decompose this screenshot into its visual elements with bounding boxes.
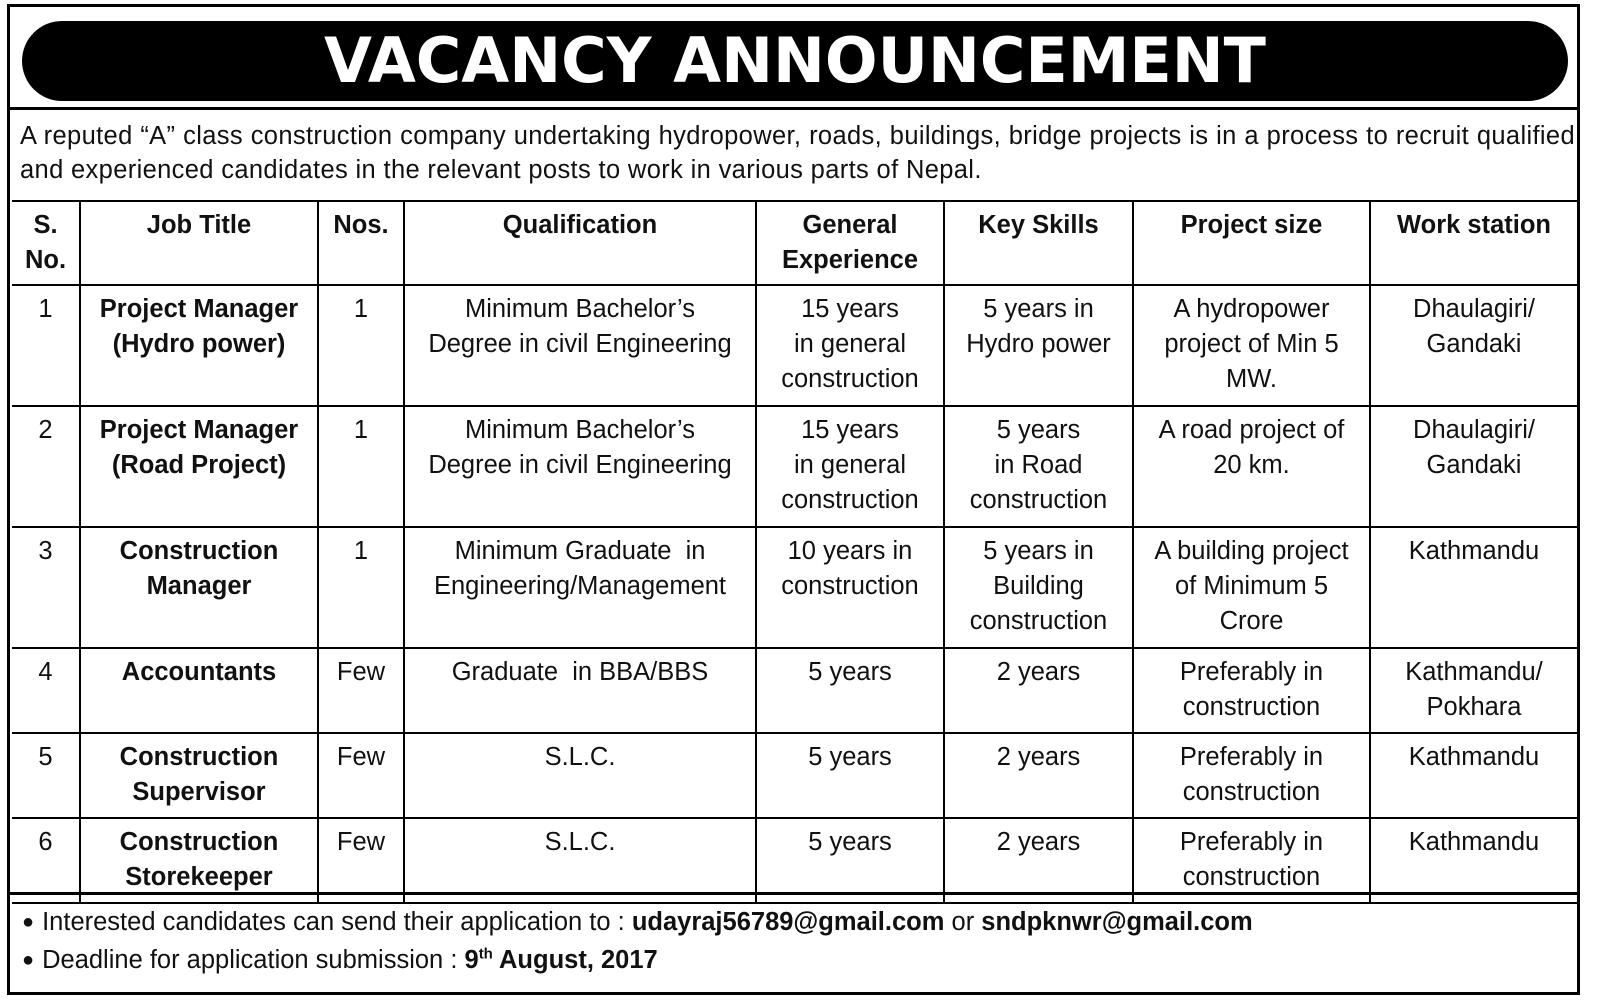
cell-qualification: Minimum Bachelor’s Degree in civil Engineering	[404, 285, 756, 406]
cell-job-title: Construction Storekeeper	[80, 818, 318, 903]
cell-key-skills: 5 years in Road construction	[944, 406, 1133, 527]
cell-sno: 6	[12, 818, 80, 903]
cell-qualification: S.L.C.	[404, 733, 756, 818]
header-project-size: Project size	[1133, 201, 1370, 285]
cell-experience: 15 years in general construction	[756, 406, 944, 527]
cell-project-size: Preferably in construction	[1133, 818, 1370, 903]
cell-sno: 3	[12, 527, 80, 648]
cell-qualification: Graduate in BBA/BBS	[404, 648, 756, 733]
email-link-1[interactable]: udayraj56789@gmail.com	[631, 908, 945, 936]
cell-qualification: Minimum Graduate in Engineering/Management	[404, 527, 756, 648]
table-row	[12, 648, 1577, 733]
header-qualification: Qualification	[404, 201, 756, 285]
deadline-date: 9th August, 2017	[464, 945, 658, 974]
cell-key-skills: 2 years	[944, 818, 1133, 903]
cell-key-skills: 2 years	[944, 733, 1133, 818]
cell-nos: 1	[318, 527, 404, 648]
cell-sno: 4	[12, 648, 80, 733]
cell-work-station: Kathmandu	[1370, 527, 1577, 648]
cell-experience: 5 years	[756, 733, 944, 818]
cell-sno: 2	[12, 406, 80, 527]
header-nos: Nos.	[318, 201, 404, 285]
cell-nos: Few	[318, 648, 404, 733]
header-work-station: Work station	[1370, 201, 1577, 285]
table-row	[12, 406, 1577, 527]
table-row	[12, 733, 1577, 818]
deadline-note: ● Deadline for application submission : 9th August, 2017	[22, 942, 1572, 980]
cell-key-skills: 5 years in Hydro power	[944, 285, 1133, 406]
announcement-frame	[7, 4, 1580, 995]
cell-work-station: Dhaulagiri/ Gandaki	[1370, 406, 1577, 527]
cell-key-skills: 2 years	[944, 648, 1133, 733]
cell-work-station: Dhaulagiri/ Gandaki	[1370, 285, 1577, 406]
cell-project-size: Preferably in construction	[1133, 648, 1370, 733]
bullet-icon: ●	[22, 949, 35, 971]
table-row	[12, 527, 1577, 648]
divider	[10, 892, 1577, 895]
cell-job-title: Construction Supervisor	[80, 733, 318, 818]
footer-notes	[22, 904, 1572, 980]
apply-note: ● Interested candidates can send their application to : udayraj56789@gmail.com or sndpknwr@gmail.com	[22, 904, 1572, 942]
header-sno: S. No.	[12, 201, 80, 285]
cell-key-skills: 5 years in Building construction	[944, 527, 1133, 648]
email-link-2[interactable]: sndpknwr@gmail.com	[981, 908, 1253, 936]
header-experience: General Experience	[756, 201, 944, 285]
cell-experience: 5 years	[756, 818, 944, 903]
intro-paragraph: A reputed “A” class construction company undertaking hydropower, roads, buildings, bridge projects is in a process to recruit qualified and experienced candidates in the relevant posts to work in various parts of Nepal.	[20, 122, 1575, 184]
cell-project-size: Preferably in construction	[1133, 733, 1370, 818]
cell-nos: 1	[318, 285, 404, 406]
cell-project-size: A hydropower project of Min 5 MW.	[1133, 285, 1370, 406]
cell-job-title: Project Manager (Hydro power)	[80, 285, 318, 406]
divider	[10, 107, 1577, 110]
bullet-icon: ●	[22, 911, 35, 933]
table-header-row	[12, 201, 1577, 285]
cell-job-title: Construction Manager	[80, 527, 318, 648]
vacancy-table	[12, 200, 1577, 904]
page-title: VACANCY ANNOUNCEMENT	[22, 21, 1568, 101]
table-row	[12, 285, 1577, 406]
header-job-title: Job Title	[80, 201, 318, 285]
cell-nos: 1	[318, 406, 404, 527]
cell-work-station: Kathmandu	[1370, 733, 1577, 818]
cell-experience: 10 years in construction	[756, 527, 944, 648]
cell-job-title: Project Manager (Road Project)	[80, 406, 318, 527]
cell-work-station: Kathmandu/ Pokhara	[1370, 648, 1577, 733]
cell-sno: 5	[12, 733, 80, 818]
cell-experience: 5 years	[756, 648, 944, 733]
table-row	[12, 818, 1577, 903]
cell-qualification: S.L.C.	[404, 818, 756, 903]
cell-job-title: Accountants	[80, 648, 318, 733]
cell-experience: 15 years in general construction	[756, 285, 944, 406]
cell-sno: 1	[12, 285, 80, 406]
cell-qualification: Minimum Bachelor’s Degree in civil Engineering	[404, 406, 756, 527]
cell-nos: Few	[318, 733, 404, 818]
cell-project-size: A road project of 20 km.	[1133, 406, 1370, 527]
cell-project-size: A building project of Minimum 5 Crore	[1133, 527, 1370, 648]
header-key-skills: Key Skills	[944, 201, 1133, 285]
cell-work-station: Kathmandu	[1370, 818, 1577, 903]
cell-nos: Few	[318, 818, 404, 903]
